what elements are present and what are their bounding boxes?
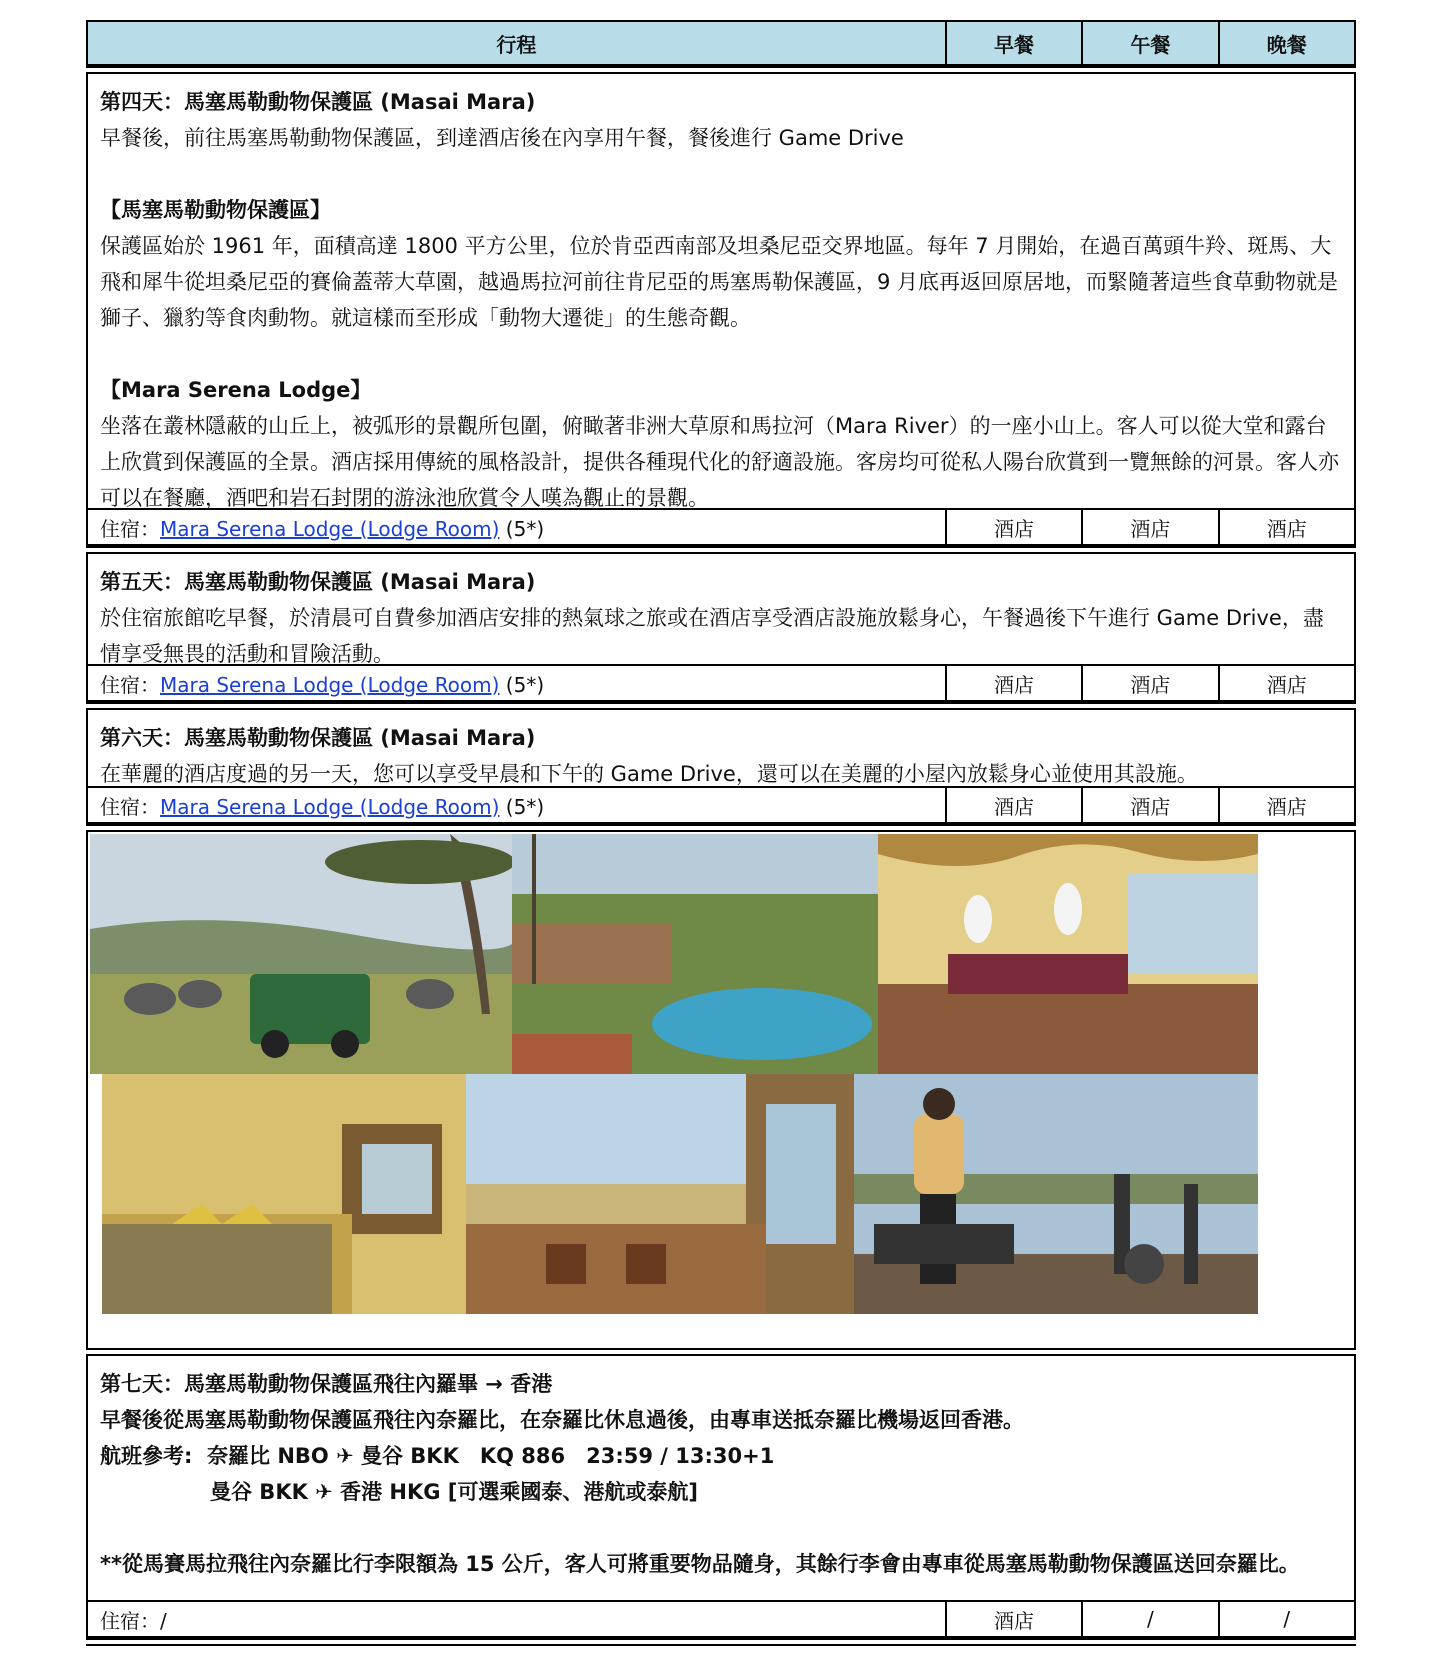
hotel-rating: (5*) — [499, 794, 545, 819]
day4-section1-title: 【馬塞馬勒動物保護區】 — [100, 198, 331, 222]
breakfast-cell: 酒店 — [946, 787, 1082, 823]
luggage-note: **從馬賽馬拉飛往內奈羅比行李限額為 15 公斤，客人可將重要物品隨身，其餘行李會由專車從馬塞馬勒動物保護區送回奈羅比。 — [100, 1552, 1300, 1576]
day5-title: 第五天：馬塞馬勒動物保護區 (Masai Mara) — [100, 570, 536, 594]
day5-text: 於住宿旅館吃早餐，於清晨可自費參加酒店安排的熱氣球之旅或在酒店享受酒店設施放鬆身心，午餐過後下午進行 Game Drive，盡情享受無畏的活動和冒險活動。 — [100, 606, 1324, 666]
hotel-rating: (5*) — [499, 516, 545, 541]
dinner-cell: / — [1219, 1601, 1355, 1637]
stay-label: 住宿： — [100, 516, 160, 541]
lunch-cell: / — [1082, 1601, 1218, 1637]
safari-jeep-elephants-photo — [90, 834, 512, 1074]
day6-title: 第六天：馬塞馬勒動物保護區 (Masai Mara) — [100, 726, 536, 750]
header-dinner: 晚餐 — [1219, 21, 1355, 65]
divider — [86, 546, 1356, 554]
divider — [86, 66, 1356, 74]
breakfast-cell: 酒店 — [946, 509, 1082, 545]
itinerary-header — [86, 20, 1356, 66]
flight-line-1 — [100, 1438, 1342, 1474]
lodge-pool-photo — [512, 834, 878, 1074]
lunch-cell: 酒店 — [1082, 509, 1218, 545]
flight-1: 奈羅比 NBO ✈ 曼谷 BKK KQ 886 23:59 / 13:30+1 — [207, 1444, 775, 1468]
dinner-cell: 酒店 — [1219, 665, 1355, 701]
lodge-bedroom-photo — [102, 1074, 466, 1314]
lodge-terrace-photo — [466, 1074, 854, 1314]
day7-text: 早餐後從馬塞馬勒動物保護區飛往內奈羅比，在奈羅比休息過後，由專車送抵奈羅比機場返回香港。 — [100, 1408, 1024, 1432]
header-breakfast: 早餐 — [946, 21, 1082, 65]
lodge-gym-photo — [854, 1074, 1258, 1314]
flight-label: 航班參考: — [100, 1444, 193, 1468]
hotel-link[interactable]: Mara Serena Lodge (Lodge Room) — [160, 672, 500, 697]
day5-stay-row — [86, 664, 1356, 702]
dinner-cell: 酒店 — [1219, 509, 1355, 545]
day6-section — [86, 710, 1356, 786]
stay-label: 住宿： — [100, 794, 160, 819]
day7-section — [86, 1356, 1356, 1600]
hotel-link[interactable]: Mara Serena Lodge (Lodge Room) — [160, 794, 500, 819]
day4-section2-title: 【Mara Serena Lodge】 — [100, 378, 372, 402]
flight-line-2 — [100, 1474, 1342, 1510]
flight-2: 曼谷 BKK ✈ 香港 HKG [可選乘國泰、港航或泰航] — [210, 1480, 698, 1504]
divider — [86, 1348, 1356, 1356]
divider — [86, 1638, 1356, 1646]
day4-section — [86, 74, 1356, 508]
day7-title: 第七天：馬塞馬勒動物保護區飛往內羅畢 → 香港 — [100, 1372, 553, 1396]
divider — [86, 702, 1356, 710]
lodge-lounge-photo — [878, 834, 1258, 1074]
dinner-cell: 酒店 — [1219, 787, 1355, 823]
lunch-cell: 酒店 — [1082, 665, 1218, 701]
itinerary-sheet — [86, 20, 1356, 1646]
day7-stay-row — [86, 1600, 1356, 1638]
day4-intro: 早餐後，前往馬塞馬勒動物保護區，到達酒店後在內享用午餐，餐後進行 Game Drive — [100, 126, 904, 150]
divider — [86, 824, 1356, 832]
day4-stay-row — [86, 508, 1356, 546]
photo-collage — [86, 832, 1356, 1348]
stay-label: 住宿： — [100, 672, 160, 697]
stay-label: 住宿：/ — [87, 1601, 946, 1637]
header-itinerary: 行程 — [87, 21, 946, 65]
day4-section1-text: 保護區始於 1961 年，面積高達 1800 平方公里，位於肯亞西南部及坦桑尼亞交界地區。每年 7 月開始，在過百萬頭牛羚、斑馬、大飛和犀牛從坦桑尼亞的賽倫蓋蒂大草園，越過馬拉河前往肯尼亞的馬塞馬勒保護區，9 月底再返回原居地，而緊隨著這些食草動物就是獅子、獵豹等食肉動物。就這樣而至形成「動物大遷徙」的生態奇觀。 — [100, 234, 1339, 330]
lunch-cell: 酒店 — [1082, 787, 1218, 823]
breakfast-cell: 酒店 — [946, 665, 1082, 701]
day5-section — [86, 554, 1356, 664]
hotel-link[interactable]: Mara Serena Lodge (Lodge Room) — [160, 516, 500, 541]
hotel-rating: (5*) — [499, 672, 545, 697]
breakfast-cell: 酒店 — [946, 1601, 1082, 1637]
day4-section2-text: 坐落在叢林隱蔽的山丘上，被弧形的景觀所包圍，俯瞰著非洲大草原和馬拉河（Mara River）的一座小山上。客人可以從大堂和露台上欣賞到保護區的全景。酒店採用傳統的風格設計，提供各種現代化的舒適設施。客房均可從私人陽台欣賞到一覽無餘的河景。客人亦可以在餐廳，酒吧和岩石封閉的游泳池欣賞令人嘆為觀止的景觀。 — [100, 414, 1339, 510]
day4-title: 第四天：馬塞馬勒動物保護區 (Masai Mara) — [100, 90, 536, 114]
header-lunch: 午餐 — [1082, 21, 1218, 65]
day6-text: 在華麗的酒店度過的另一天，您可以享受早晨和下午的 Game Drive，還可以在美麗的小屋內放鬆身心並使用其設施。 — [100, 762, 1198, 786]
